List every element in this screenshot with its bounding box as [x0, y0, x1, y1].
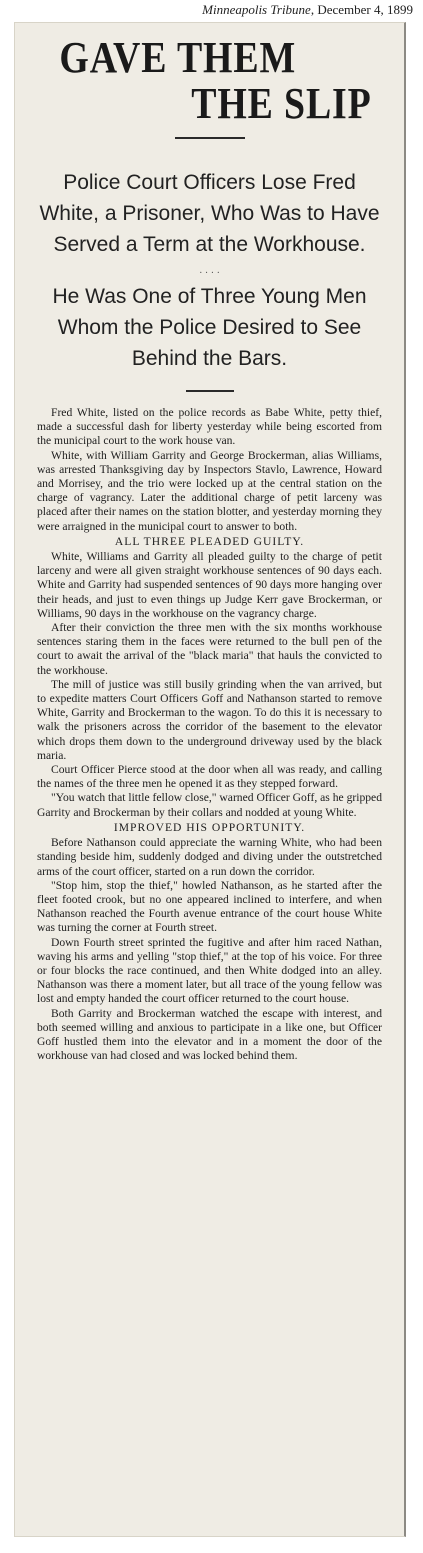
deck-second: He Was One of Three Young Men Whom the Police Desired to See Behind the Bars.	[52, 285, 367, 370]
paragraph: After their conviction the three men with the six months workhouse sentences staring them in the faces were returned to the bull pen of the court to await the arrival of the "black maria" that hauls the convicted to the workhouse.	[37, 621, 382, 677]
deck-separator: · · · ·	[199, 268, 220, 279]
source-credit	[202, 2, 413, 18]
article-body	[15, 392, 404, 1063]
subheading: ALL THREE PLEADED GUILTY.	[114, 534, 305, 548]
paragraph: "You watch that little fellow close," warned Officer Goff, as he gripped Garrity and Brockerman by their collars and nodded at young White.	[37, 791, 382, 819]
paragraph: Down Fourth street sprinted the fugitive and after him raced Nathan, waving his arms and yelling "stop thief," at the top of his voice. For three or four blocks the race continued, and then White dodged into an alley. Nathanson was there a moment later, but all trace of the young fellow was lost and empty handed the court officer returned to the court house.	[37, 935, 382, 1006]
headline-rule	[175, 137, 245, 139]
paragraph: "Stop him, stop the thief," howled Nathanson, as he started after the fleet footed crook, but no one appeared inclined to interfere, and when Nathanson reached the Fourth avenue entrance of the court house White was turning the corner at Fourth street.	[37, 878, 382, 935]
paragraph: Before Nathanson could appreciate the warning White, who had been standing beside him, suddenly dodged and diving under the outstretched arms of the court officer, started on a run down the corridor.	[37, 836, 382, 878]
newspaper-name: Minneapolis Tribune	[202, 2, 311, 17]
paragraph: Fred White, listed on the police records as Babe White, petty thief, made a successful dash for liberty yesterday while being escorted from the municipal court to the work house van.	[37, 406, 382, 448]
paragraph: Court Officer Pierce stood at the door when all was ready, and calling the names of the three men he opened it as they stepped forward.	[37, 763, 382, 791]
headline	[42, 35, 377, 127]
paragraph: Both Garrity and Brockerman watched the escape with interest, and both seemed willing and anxious to participate in a like one, but Officer Goff hustled them into the elevator and in a moment the door of the workhouse van had closed and was locked behind them.	[37, 1006, 382, 1063]
headline-line-1: GAVE THEM	[59, 33, 297, 82]
paragraph: White, Williams and Garrity all pleaded guilty to the charge of petit larceny and were all given straight workhouse sentences of 90 days each. White and Garrity had suspended sentences of 90 days more hanging over their heads, and just to even things up Judge Kerr gave Brockerman, or Williams, 90 days in the workhouse on the vagrancy charge.	[37, 550, 382, 620]
subheading: IMPROVED HIS OPPORTUNITY.	[113, 820, 306, 834]
publication-date: , December 4, 1899	[310, 2, 413, 17]
headline-line-2: THE SLIP	[191, 79, 372, 128]
paragraph: The mill of justice was still busily grinding when the van arrived, but to expedite matters Court Officers Goff and Nathanson started to remove White, Garrity and Brockerman to the wagon. To do this it is necessary to walk the prisoners across the corridor of the basement to the elevator which drops them down to the underground driveway used by the black maria.	[37, 677, 382, 762]
paragraph: White, with William Garrity and George Brockerman, alias Williams, was arrested Thanksgiving day by Inspectors Stavlo, Lawrence, Howard and Morrisey, and the trio were locked up at the central station on the charge of vagrancy. Later the additional charge of petit larceny was placed after their names on the station blotter, and yesterday morning they were arraigned in the municipal court to answer to both.	[37, 448, 382, 533]
newspaper-clipping	[14, 22, 406, 1537]
deck-first: Police Court Officers Lose Fred White, a Prisoner, Who Was to Have Served a Term at the Workhouse.	[39, 171, 380, 256]
